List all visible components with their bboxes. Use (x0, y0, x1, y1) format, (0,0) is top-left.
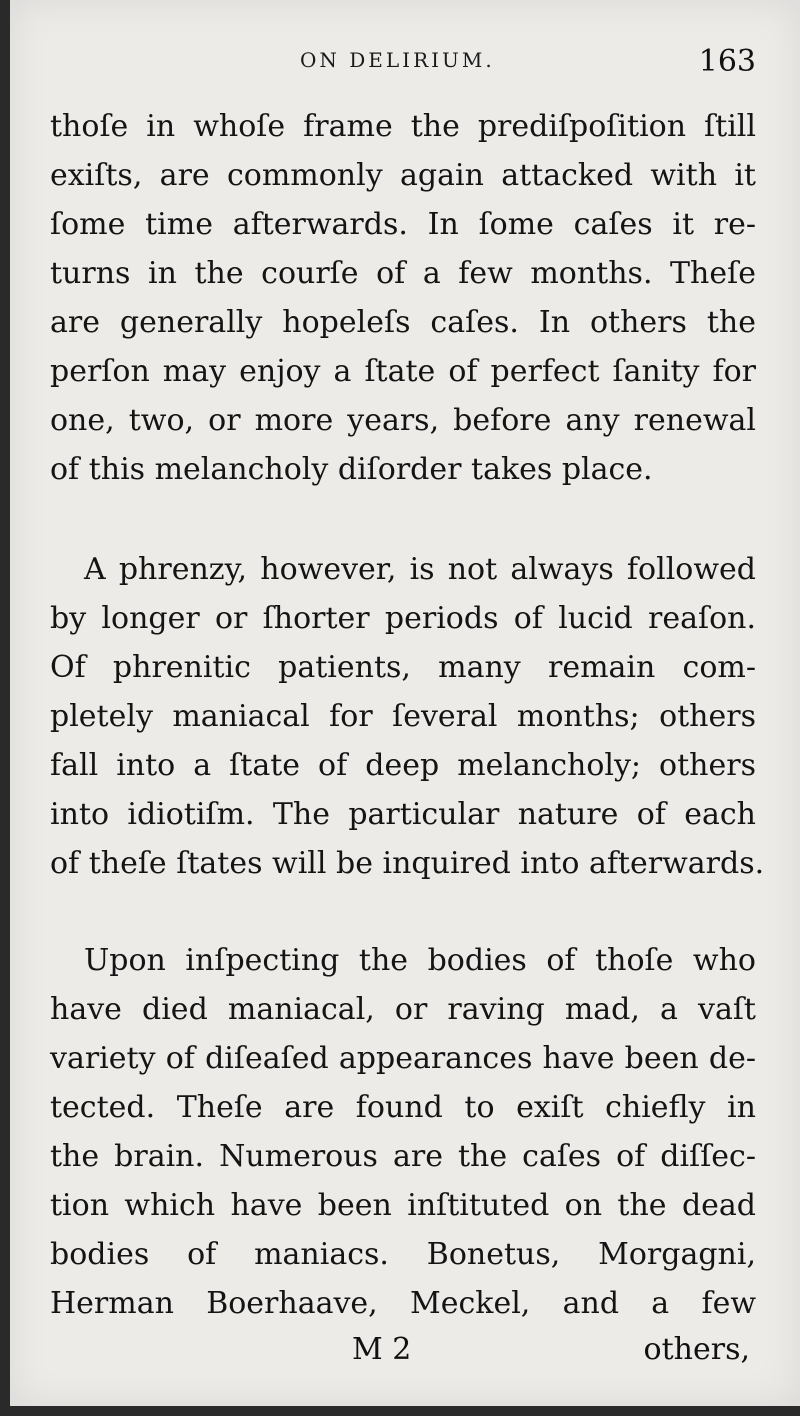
text-line: exiſts, are commonly again attacked with it (50, 158, 756, 193)
text-line: Herman Boerhaave, Meckel, and a few (50, 1286, 756, 1321)
text-line: bodies of maniacs. Bonetus, Morgagni, (50, 1237, 756, 1272)
page-number: 163 (698, 44, 756, 79)
text-line: of this melancholy diſorder takes place. (50, 452, 653, 487)
text-line: of theſe ſtates will be inquired into afterwards. (50, 846, 765, 881)
book-page (10, 0, 800, 1406)
text-line: into idiotiſm. The particular nature of each (50, 797, 756, 832)
paragraph-2 (50, 545, 765, 888)
paragraph-1 (50, 102, 756, 494)
text-line: have died maniacal, or raving mad, a vaſt (50, 992, 756, 1027)
text-line: the brain. Numerous are the caſes of diſſec- (50, 1139, 756, 1174)
text-line: tion which have been inſtituted on the dead (50, 1188, 756, 1223)
signature-mark: M 2 (352, 1332, 412, 1367)
running-head (10, 44, 800, 84)
text-line: by longer or ſhorter periods of lucid reaſon. (50, 601, 756, 636)
paragraph-3 (50, 936, 756, 1328)
catchword: others, (643, 1332, 750, 1367)
text-line: perſon may enjoy a ſtate of perfect ſanity for (50, 354, 756, 389)
text-line: variety of diſeaſed appearances have been de- (50, 1041, 756, 1076)
text-line: ſome time afterwards. In ſome caſes it re- (50, 207, 756, 242)
text-line: one, two, or more years, before any renewal (50, 403, 756, 438)
running-head-title: ON DELIRIUM. (300, 48, 495, 72)
text-line: turns in the courſe of a few months. Theſe (50, 256, 756, 291)
text-line: pletely maniacal for ſeveral months; others (50, 699, 756, 734)
text-line: fall into a ſtate of deep melancholy; others (50, 748, 756, 783)
text-line: Upon inſpecting the bodies of thoſe who (84, 943, 756, 978)
text-line: Of phrenitic patients, many remain com- (50, 650, 756, 685)
page-footer (10, 1332, 800, 1382)
text-line: thoſe in whoſe frame the prediſpoſition ſtill (50, 109, 756, 144)
text-line: are generally hopeleſs caſes. In others the (50, 305, 756, 340)
text-line: A phrenzy, however, is not always followed (84, 552, 756, 587)
text-line: tected. Theſe are found to exiſt chiefly in (50, 1090, 756, 1125)
